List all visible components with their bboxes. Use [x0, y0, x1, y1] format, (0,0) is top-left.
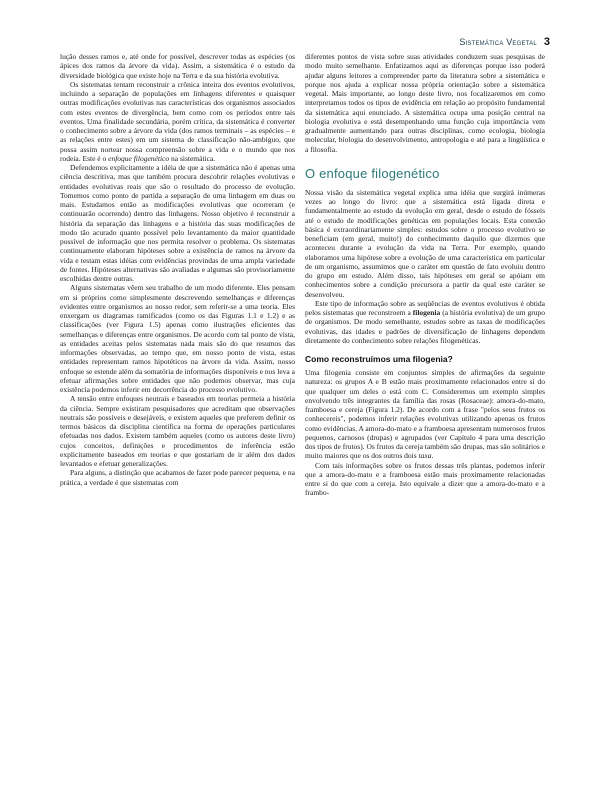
paragraph: Alguns sistematas vêem seu trabalho de um modo diferente. Eles pensam em si próprios como simplesmente descrevendo semelhanças e diferenças evidentes entre organismos ao nosso redor, sem referir-se a uma teoria. Eles enxergam os diagramas ramificados (como os das Figuras 1.1 e 1.2) e as classificações (ver Figura 1.5) apenas como ilustrações eficientes das semelhanças e diferenças entre organismos. De acordo com tal ponto de vista, as entidades aceitas pelos sistematas nada mais são do que resumos das informações observadas, ao tempo que, em nosso ponto de vista, estas entidades representam ramos hipotéticos na árvore da vida. Assim, nosso enfoque se estende além da somatória de informações disponíveis e nos leva a efetuar afirmações sobre entidades que não podemos observar, mas cuja existência podemos inferir em decorrência do processo evolutivo. — [60, 283, 295, 394]
paragraph-text: (a história evolutiva) de um grupo de organismos. De modo semelhante, estudos sobre as taxas de modificações evolutivas, das idades e padrões de diversificação de linhagens dependem diretamente do conhecimento sobre relações filogenéticas. — [305, 308, 546, 345]
right-column — [305, 52, 545, 498]
paragraph: Com tais informações sobre os frutos dessas três plantas, podemos inferir que a amora-do-mato e a framboesa estão mais proximamente relacionadas entre si do que com a cereja. Isto equivale a dizer que a amora-do-mato e a frambo- — [305, 460, 545, 498]
paragraph — [305, 368, 545, 461]
paragraph: A tensão entre enfoques neutrais e baseados em teorias permeia a história da ciência. Sempre existiram pesquisadores que acreditam que observações neutrais são possíveis e desejáveis, e existem aqueles que preferem definir os termos básicos da disciplina científica na forma de operações particulares efetuadas nos dados. Existem também aqueles (como os autores deste livro) cujos conceitos, definições e procedimentos de inferência estão explicitamente baseados em teorias e que gostariam de ir além dos dados levantados e efetuar generalizações. — [60, 394, 295, 468]
emphasis-term: taxa — [418, 451, 432, 461]
bold-term: filogenia — [412, 308, 441, 317]
running-head — [459, 36, 550, 48]
page-number: 3 — [543, 36, 550, 48]
paragraph — [305, 299, 545, 345]
paragraph: Nossa visão da sistemática vegetal explica uma idéia que surgirá inúmeras vezes ao longo do livro: que a sistemática está ligada direta e fundamentalmente ao estudo da evolução em geral, desde o estudo de fósseis até o estudo de modificações genéticas em populações locais. Esta conexão básica é extraordinariamente simples: estudos sobre o processo evolutivo se beneficiam (em geral, muito!) do conhecimento daquilo que dizemos que aconteceu durante a evolução da vida na Terra. Por exemplo, quando elaboramos uma hipótese sobre a evolução de uma característica em particular de um organismo, assumimos que o caráter em questão de fato evoluiu dentro do grupo em estudo. Além disso, tais hipóteses em geral se apóiam em conhecimentos sobre a condição precursora a partir da qual este caráter se desenvolveu. — [305, 187, 545, 299]
paragraph: diferentes pontos de vista sobre suas atividades conduzem suas pesquisas de modo muito semelhante. Enfatizamos aqui as diferenças porque isso poderá ajudar alguns leitores a compreender parte da literatura sobre a sistemática e porque nos ajuda a explicar nossa própria orientação sobre a sistemática vegetal. Mais importante, ao longo deste livro, nos focalizaremos em como interpretamos todos os tipos de evidência em relação ao propósito fundamental da sistemática aqui enunciado. A sistemática ocupa uma posição central na biologia evolutiva e está desempenhando uma função cuja importância vem gradualmente aumentando para outras disciplinas, como ecologia, biologia molecular, biologia do desenvolvimento, antropologia e até para a lingüística e a filosofia. — [305, 52, 545, 154]
paragraph-text: Os sistematas tentam reconstruir a crônica inteira dos eventos evolutivos, incluindo a separação de populações em linhagens diferentes e quaisquer outras modificações evolutivas nas características dos organismos associados com estes eventos de divergência, bem como com os períodos entre tais eventos. Uma finalidade secundária, porém crítica, da sistemática é converter o conhecimento sobre a árvore da vida (dos ramos terminais – as espécies – e as relações entre estes) em um sistema de classificação não-ambíguo, que possa assim nortear nossa compreensão sobre a vida e o mundo que nos rodeia. Este é o — [60, 79, 295, 163]
left-column — [60, 52, 295, 487]
paragraph: lução desses ramos e, até onde for possível, descrever todas as espécies (os ápices dos ramos da árvore da vida). Assim, a sistemática é o estudo da diversidade biológica que existe hoje na Terra e da sua história evolutiva. — [60, 52, 295, 80]
paragraph: Defendemos explicitamente a idéia de que a sistemática não é apenas uma ciência descritiva, mas que também procura descobrir relações evolutivas e entidades evolutivas reais que são o resultado do processo de evolução. Tomemos como ponto de partida a separação de uma linhagem em duas ou mais. Estudamos então as modificações evolutivas que ocorreram (e continuarão ocorrendo) dentro das linhagens. Nosso objetivo é reconstruir a história da separação das linhagens e a história das suas modificações de modo tão acurado quanto possível pelo levantamento da maior quantidade possível de informação que nos permita resolver o problema. Os sistematas continuamente elaboram hipóteses sobre a existência de ramos na árvore da vida e testam estas idéias com evidências provindas de uma ampla variedade de fontes. Hipóteses alternativas são avaliadas e algumas são provisoriamente escolhidas dentre outras. — [60, 163, 295, 283]
paragraph-text: Uma filogenia consiste em conjuntos simples de afirmações da seguinte natureza: os grupos A e B estão mais proximamente relacionados entre si do que qualquer um deles o está com C. Consideremos um exemplo simples envolvendo três integrantes da família das rosas (Rosaceae): amora-do-mato, framboesa e cereja (Figura 1.2). De acordo com a frase "pelos seus frutos os conhecereis", podemos inferir relações evolutivas utilizando apenas os frutos como evidências. A amora-do-mato e a framboesa apresentam numerosos frutos pequenos, carnosos (drupas) e agrupados (ver Capítulo 4 para uma descrição dos tipos de frutos). Os frutos da cereja também são drupas, mas são solitários e muito maiores que os dos outros dois — [305, 368, 545, 461]
section-heading: O enfoque filogenético — [305, 165, 440, 181]
emphasis-term: enfoque filogenético — [108, 153, 170, 163]
paragraph-text: Este tipo de informação sobre as seqüências de eventos evolutivos é obtida pelos sistematas que reconstroem a — [305, 298, 545, 317]
paragraph: Para alguns, a distinção que acabamos de fazer pode parecer pequena, e na prática, a verdade é que sistematas com — [60, 468, 295, 487]
paragraph-text: na sistemática. — [169, 153, 216, 163]
paragraph-text: . — [431, 451, 434, 461]
running-title: Sistemática Vegetal — [459, 37, 537, 47]
subsection-heading: Como reconstruímos uma filogenia? — [305, 354, 453, 364]
paragraph — [60, 80, 295, 163]
